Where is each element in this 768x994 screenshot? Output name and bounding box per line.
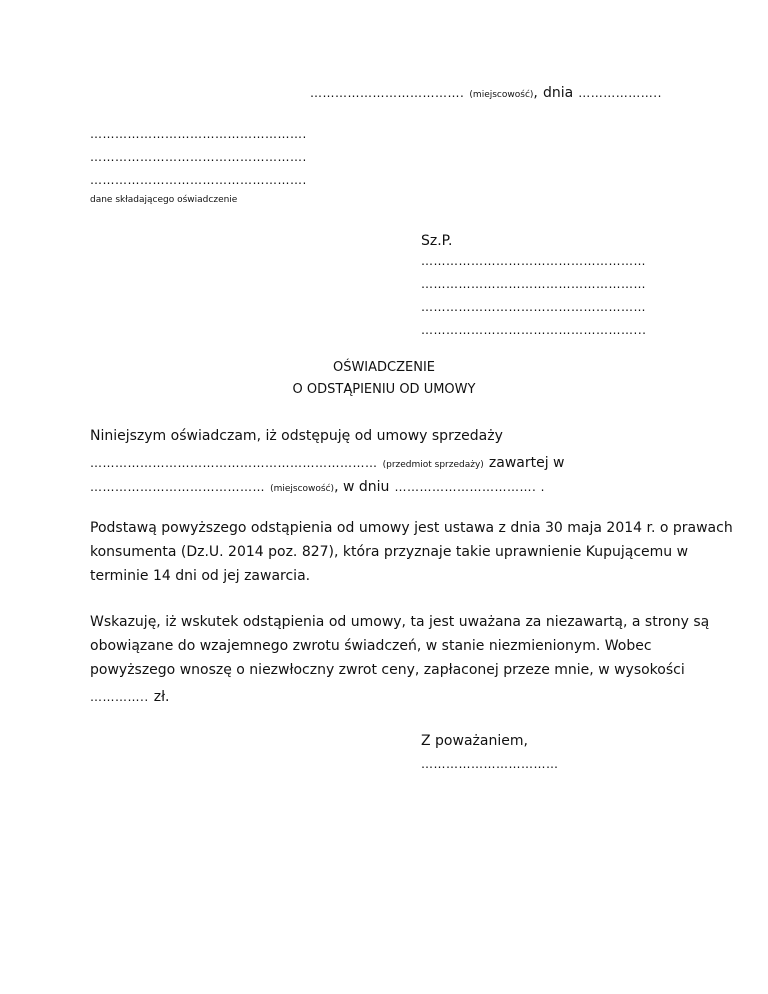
subject-dots: ……………………………………………………………: [90, 456, 378, 470]
recipient-line-4: ……………………………………………...: [421, 323, 647, 337]
sender-line-3: …………………………………………….: [90, 173, 307, 187]
date-dots: ………………..: [578, 86, 662, 100]
paragraph2-line-3: powyższego wnoszę o niezwłoczny zwrot ceny, zapłaconej przeze mnie, w wysokości: [90, 662, 685, 678]
statement-subject-line: [90, 452, 565, 471]
statement-date-dots: ……………………………. .: [394, 480, 545, 494]
sender-line-2: …………………………………………….: [90, 150, 307, 164]
recipient-line-3: ………………………………………………: [421, 300, 646, 314]
place-date-line: [310, 82, 662, 101]
sender-line-1: …………………………………………….: [90, 127, 307, 141]
statement-place-label: (miejscowość): [270, 484, 335, 494]
concluded-in: zawartej w: [488, 455, 565, 471]
signature-dots: ……………………………: [421, 757, 559, 771]
subject-label: (przedmiot sprzedaży): [382, 460, 484, 470]
date-word: dnia: [542, 85, 574, 101]
statement-place-date-line: [90, 476, 545, 495]
paragraph1-line-3: terminie 14 dni od jej zawarcia.: [90, 568, 311, 584]
currency: zł.: [153, 689, 170, 705]
paragraph2-line-1: Wskazuję, iż wskutek odstąpienia od umowy, ta jest uważana za niezawartą, a strony są: [90, 614, 710, 630]
statement-place-dots: ……………………………………: [90, 480, 265, 494]
paragraph1-line-2: konsumenta (Dz.U. 2014 poz. 827), która przyznaje takie uprawnienie Kupującemu w: [90, 544, 689, 560]
recipient-line-1: ………………………………………………: [421, 254, 646, 268]
document-title: OŚWIADCZENIE: [332, 360, 436, 375]
paragraph2-amount-line: [90, 686, 170, 705]
paragraph2-line-2: obowiązane do wzajemnego zwrotu świadczeń, w stanie niezmienionym. Wobec: [90, 638, 652, 654]
document-subtitle: O ODSTĄPIENIU OD UMOWY: [292, 382, 476, 397]
place-dots: ……………………………….: [310, 86, 465, 100]
recipient-salutation: Sz.P.: [421, 233, 453, 249]
sender-label: dane składającego oświadczenie: [90, 195, 238, 205]
statement-intro: Niniejszym oświadczam, iż odstępuję od umowy sprzedaży: [90, 428, 503, 444]
recipient-line-2: ………………………………………………: [421, 277, 646, 291]
place-comma: ,: [533, 85, 538, 101]
place-label: (miejscowość): [469, 90, 534, 100]
paragraph1-line-1: Podstawą powyższego odstąpienia od umowy jest ustawa z dnia 30 maja 2014 r. o prawach: [90, 520, 733, 536]
closing-greeting: Z poważaniem,: [421, 733, 528, 749]
statement-comma-on: , w dniu: [334, 479, 390, 495]
amount-dots: …………..: [90, 690, 149, 704]
